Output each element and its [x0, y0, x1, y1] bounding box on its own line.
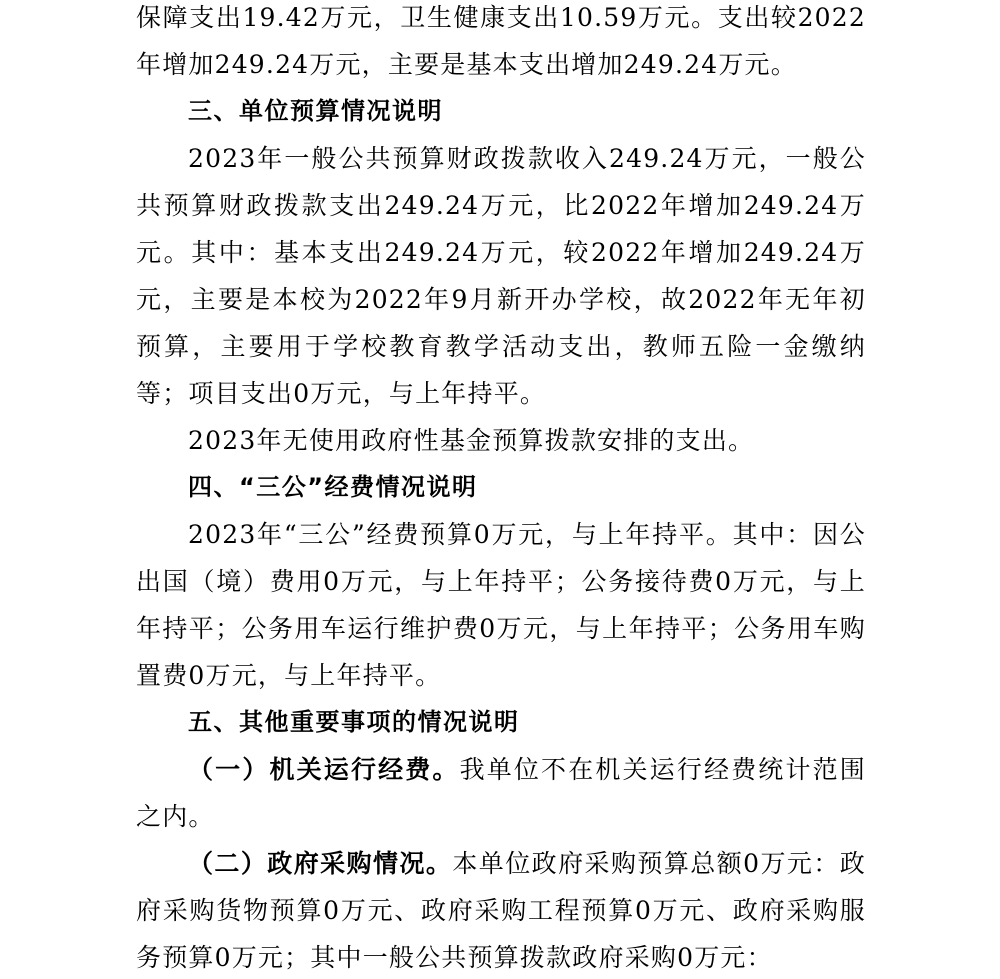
sub-heading-operating-expenses: （一）机关运行经费。: [188, 755, 460, 784]
paragraph-text: 我单位不在机关运行经费统计范围之内。: [136, 755, 866, 831]
section-heading-other-matters: 五、其他重要事项的情况说明: [188, 708, 520, 736]
paragraph-text: 2023年“三公”经费预算0万元，与上年持平。其中：因公出国（境）费用0万元，与上年持平；公务接待费0万元，与上年持平；公务用车运行维护费0万元，与上年持平；公务用车购置费0万元，与上年持平。: [136, 520, 866, 690]
paragraph-text: 保障支出19.42万元，卫生健康支出10.59万元。支出较2022年增加249.24万元，主要是基本支出增加249.24万元。: [136, 3, 866, 79]
paragraph-procurement: [136, 840, 866, 979]
paragraph-three-public-expenses: [136, 511, 866, 699]
paragraph-text: 2023年一般公共预算财政拨款收入249.24万元，一般公共预算财政拨款支出249.24万元，比2022年增加249.24万元。其中：基本支出249.24万元，较2022年增加249.24万元，主要是本校为2022年9月新开办学校，故2022年无年初预算，主要用于学校教育教学活动支出，教师五险一金缴纳等；项目支出0万元，与上年持平。: [136, 144, 866, 408]
paragraph-expenditure-summary: [136, 0, 866, 88]
section-heading-three-public: 四、“三公”经费情况说明: [188, 473, 478, 501]
paragraph-text: 本单位政府采购预算总额0万元：政府采购货物预算0万元、政府采购工程预算0万元、政府采购服务预算0万元；其中一般公共预算拨款政府采购0万元：: [136, 849, 866, 972]
section-heading-unit-budget: 三、单位预算情况说明: [188, 97, 443, 125]
paragraph-government-fund: [136, 417, 866, 464]
paragraph-operating-expenses: [136, 746, 866, 840]
document-body: [136, 0, 866, 979]
sub-heading-procurement: （二）政府采购情况。: [188, 849, 453, 878]
paragraph-text: 2023年无使用政府性基金预算拨款安排的支出。: [188, 426, 755, 455]
paragraph-general-budget: [136, 135, 866, 417]
